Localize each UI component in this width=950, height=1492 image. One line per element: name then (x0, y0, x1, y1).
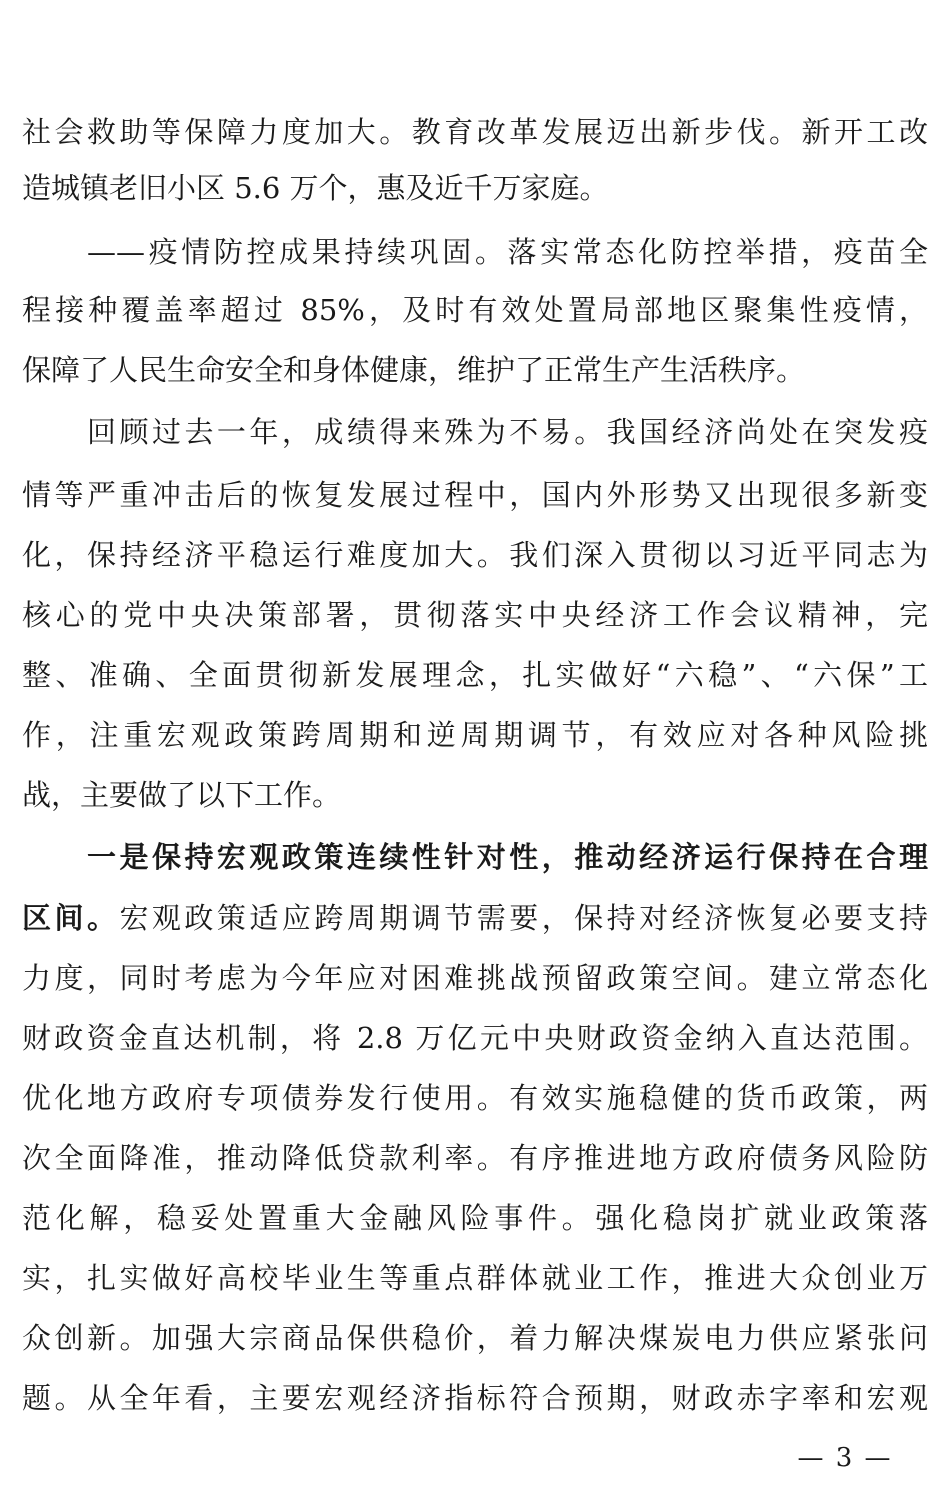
text-line-19: 范化解，稳妥处置重大金融风险事件。强化稳岗扩就业政策落 (22, 1201, 928, 1235)
text-line-18: 次全面降准，推动降低贷款利率。有序推进地方政府债务风险防 (22, 1141, 928, 1175)
text-line-5: 保障了人民生命安全和身体健康，维护了正常生产生活秩序。 (22, 353, 806, 387)
text-line-22: 题。从全年看，主要宏观经济指标符合预期，财政赤字率和宏观 (22, 1381, 928, 1415)
text-line-4: 程接种覆盖率超过 85%，及时有效处置局部地区聚集性疫情， (22, 293, 928, 327)
text-line-16: 财政资金直达机制，将 2.8 万亿元中央财政资金纳入直达范围。 (22, 1021, 928, 1055)
page-number: — 3 — (797, 1443, 893, 1473)
text-line-15: 力度，同时考虑为今年应对困难挑战预留政策空间。建立常态化 (22, 961, 928, 995)
text-line-1: 社会救助等保障力度加大。教育改革发展迈出新步伐。新开工改 (22, 115, 928, 149)
text-line-7: 情等严重冲击后的恢复发展过程中，国内外形势又出现很多新变 (22, 478, 928, 512)
text-line-8: 化，保持经济平稳运行难度加大。我们深入贯彻以习近平同志为 (22, 538, 928, 572)
text-line-11: 作，注重宏观政策跨周期和逆周期调节，有效应对各种风险挑 (22, 718, 928, 752)
text-line-12: 战，主要做了以下工作。 (22, 778, 342, 812)
text-line-2: 造城镇老旧小区 5.6 万个，惠及近千万家庭。 (22, 171, 609, 205)
text-line-14 (22, 898, 928, 938)
text-line-17: 优化地方政府专项债券发行使用。有效实施稳健的货币政策，两 (22, 1081, 928, 1115)
text-line-6: 回顾过去一年，成绩得来殊为不易。我国经济尚处在突发疫 (87, 415, 928, 449)
bold-heading-end: 区间。 (22, 901, 120, 935)
text-line-9: 核心的党中央决策部署，贯彻落实中央经济工作会议精神，完 (22, 598, 928, 632)
text-line-20: 实，扎实做好高校毕业生等重点群体就业工作，推进大众创业万 (22, 1261, 928, 1295)
text-line-13-bold: 一是保持宏观政策连续性针对性，推动经济运行保持在合理 (87, 840, 928, 874)
text-line-14-rest: 宏观政策适应跨周期调节需要，保持对经济恢复必要支持 (119, 901, 928, 935)
text-line-10: 整、准确、全面贯彻新发展理念，扎实做好“六稳”、“六保”工 (22, 658, 928, 692)
text-line-21: 众创新。加强大宗商品保供稳价，着力解决煤炭电力供应紧张问 (22, 1321, 928, 1355)
text-line-3: ——疫情防控成果持续巩固。落实常态化防控举措，疫苗全 (87, 235, 928, 269)
